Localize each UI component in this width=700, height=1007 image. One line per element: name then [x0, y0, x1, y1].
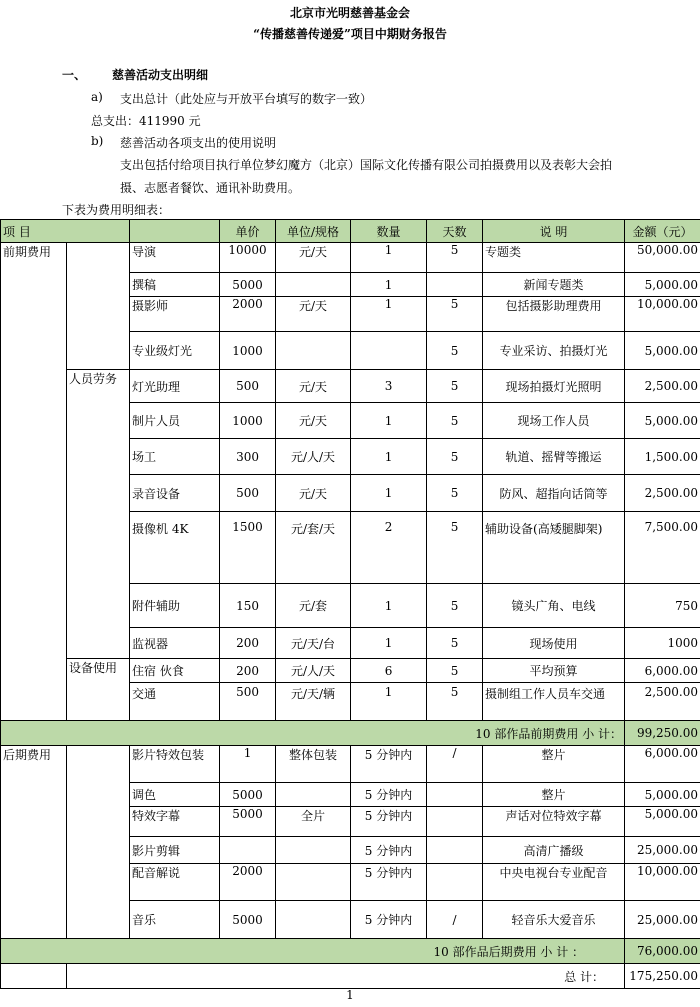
total-blank	[1, 964, 67, 989]
header-days: 天数	[427, 220, 483, 243]
unit-spec: 元/人/天	[276, 439, 351, 475]
unit-price: 300	[220, 439, 276, 475]
item-a-label: a)	[91, 90, 103, 104]
days: 5	[427, 584, 483, 628]
quantity: 5 分钟内	[351, 837, 427, 864]
days: 5	[427, 439, 483, 475]
item-name: 特效字幕	[130, 807, 220, 837]
item-name: 专业级灯光	[130, 332, 220, 370]
amount: 2,500.00	[625, 475, 700, 512]
unit-spec: 元/套/天	[276, 512, 351, 584]
description: 中央电视台专业配音	[483, 864, 625, 901]
unit-price: 500	[220, 370, 276, 403]
amount: 1,500.00	[625, 439, 700, 475]
unit-spec	[276, 864, 351, 901]
section-number: 一、	[62, 68, 87, 82]
group-equipment: 设备使用	[67, 659, 130, 721]
unit-price: 5000	[220, 901, 276, 939]
quantity: 6	[351, 659, 427, 683]
days: /	[427, 901, 483, 939]
days	[427, 783, 483, 807]
quantity: 1	[351, 475, 427, 512]
description-line-1: 支出包括付给项目执行单位梦幻魔方（北京）国际文化传播有限公司拍摄费用以及表彰大会拍	[120, 158, 613, 172]
quantity	[351, 332, 427, 370]
unit-price: 200	[220, 628, 276, 659]
unit-spec: 全片	[276, 807, 351, 837]
description: 摄制组工作人员车交通	[483, 683, 625, 721]
amount: 10,000.00	[625, 297, 700, 332]
quantity: 1	[351, 683, 427, 721]
unit-spec: 元/套	[276, 584, 351, 628]
quantity: 1	[351, 297, 427, 332]
amount: 25,000.00	[625, 901, 700, 939]
post-subtotal-label: 10 部作品后期费用 小 计 ：	[1, 939, 625, 964]
item-name: 制片人员	[130, 403, 220, 439]
unit-spec	[276, 273, 351, 297]
quantity: 1	[351, 628, 427, 659]
unit-price: 150	[220, 584, 276, 628]
unit-price: 1500	[220, 512, 276, 584]
unit-spec	[276, 837, 351, 864]
amount: 7,500.00	[625, 512, 700, 584]
unit-price: 1000	[220, 332, 276, 370]
item-a-text: 支出总计（此处应与开放平台填写的数字一致）	[120, 92, 373, 106]
amount: 25,000.00	[625, 837, 700, 864]
quantity: 1	[351, 403, 427, 439]
unit-spec: 元/天/辆	[276, 683, 351, 721]
amount: 5,000.00	[625, 332, 700, 370]
item-name: 配音解说	[130, 864, 220, 901]
unit-spec: 元/天	[276, 475, 351, 512]
table-intro: 下表为费用明细表：	[62, 203, 171, 217]
item-name: 监视器	[130, 628, 220, 659]
item-name: 摄影师	[130, 297, 220, 332]
unit-spec: 元/人/天	[276, 659, 351, 683]
total-expense-line: 总支出：411990 元	[91, 114, 201, 128]
description: 镜头广角、电线	[483, 584, 625, 628]
item-name: 录音设备	[130, 475, 220, 512]
header-qty: 数量	[351, 220, 427, 243]
item-name: 交通	[130, 683, 220, 721]
group-blank	[67, 746, 130, 939]
item-name: 摄像机 4K	[130, 512, 220, 584]
expense-table	[0, 219, 700, 989]
amount: 2,500.00	[625, 370, 700, 403]
days	[427, 837, 483, 864]
days: 5	[427, 297, 483, 332]
days: 5	[427, 332, 483, 370]
amount: 5,000.00	[625, 783, 700, 807]
description: 防风、超指向话筒等	[483, 475, 625, 512]
table-row	[1, 659, 700, 683]
amount: 10,000.00	[625, 864, 700, 901]
description: 辅助设备(高矮腿脚架)	[483, 512, 625, 584]
quantity: 5 分钟内	[351, 807, 427, 837]
item-name: 导演	[130, 243, 220, 273]
amount: 50,000.00	[625, 243, 700, 273]
unit-price: 10000	[220, 243, 276, 273]
unit-price: 1000	[220, 403, 276, 439]
pre-subtotal-row	[1, 721, 700, 746]
days: 5	[427, 475, 483, 512]
description: 高清广播级	[483, 837, 625, 864]
description: 平均预算	[483, 659, 625, 683]
days: /	[427, 746, 483, 783]
days	[427, 273, 483, 297]
quantity: 1	[351, 243, 427, 273]
table-row	[1, 370, 700, 403]
group-staff: 人员劳务	[67, 370, 130, 659]
days: 5	[427, 659, 483, 683]
days	[427, 864, 483, 901]
group-pre-cost: 前期费用	[1, 243, 67, 721]
item-name: 影片剪辑	[130, 837, 220, 864]
amount: 6,000.00	[625, 659, 700, 683]
unit-price: 2000	[220, 864, 276, 901]
item-name: 场工	[130, 439, 220, 475]
unit-spec: 元/天	[276, 243, 351, 273]
days: 5	[427, 683, 483, 721]
post-subtotal-row	[1, 939, 700, 964]
header-description: 说 明	[483, 220, 625, 243]
table-header-row	[1, 220, 700, 243]
days	[427, 807, 483, 837]
table-row	[1, 243, 700, 273]
days: 5	[427, 512, 483, 584]
description: 整片	[483, 783, 625, 807]
unit-spec: 元/天/台	[276, 628, 351, 659]
quantity: 5 分钟内	[351, 746, 427, 783]
unit-price: 500	[220, 475, 276, 512]
unit-spec: 元/天	[276, 297, 351, 332]
description: 专题类	[483, 243, 625, 273]
item-b-label: b)	[91, 134, 104, 148]
unit-price: 5000	[220, 807, 276, 837]
quantity: 3	[351, 370, 427, 403]
unit-price: 2000	[220, 297, 276, 332]
page-number: 1	[346, 988, 354, 1002]
days: 5	[427, 243, 483, 273]
description: 轨道、摇臂等搬运	[483, 439, 625, 475]
description: 现场拍摄灯光照明	[483, 370, 625, 403]
grand-total-label: 总 计：	[67, 964, 625, 989]
item-name: 调色	[130, 783, 220, 807]
description: 声话对位特效字幕	[483, 807, 625, 837]
unit-price	[220, 837, 276, 864]
amount: 2,500.00	[625, 683, 700, 721]
quantity: 2	[351, 512, 427, 584]
group-blank	[67, 243, 130, 370]
unit-price: 1	[220, 746, 276, 783]
item-name: 灯光助理	[130, 370, 220, 403]
grand-total-row	[1, 964, 700, 989]
item-name: 住宿 伙食	[130, 659, 220, 683]
days: 5	[427, 370, 483, 403]
quantity: 5 分钟内	[351, 783, 427, 807]
item-b-text: 慈善活动各项支出的使用说明	[120, 136, 277, 150]
item-name: 撰稿	[130, 273, 220, 297]
unit-spec	[276, 783, 351, 807]
amount: 6,000.00	[625, 746, 700, 783]
unit-spec: 元/天	[276, 370, 351, 403]
item-name: 附件辅助	[130, 584, 220, 628]
description: 包括摄影助理费用	[483, 297, 625, 332]
header-unit-price: 单价	[220, 220, 276, 243]
quantity: 1	[351, 273, 427, 297]
quantity: 5 分钟内	[351, 864, 427, 901]
description: 现场工作人员	[483, 403, 625, 439]
days: 5	[427, 628, 483, 659]
header-unit: 单位/规格	[276, 220, 351, 243]
amount: 750	[625, 584, 700, 628]
table-row	[1, 746, 700, 783]
description: 现场使用	[483, 628, 625, 659]
description: 整片	[483, 746, 625, 783]
description: 新闻专题类	[483, 273, 625, 297]
unit-price: 200	[220, 659, 276, 683]
item-name: 音乐	[130, 901, 220, 939]
unit-price: 5000	[220, 783, 276, 807]
amount: 1000	[625, 628, 700, 659]
unit-price: 500	[220, 683, 276, 721]
amount: 5,000.00	[625, 273, 700, 297]
unit-spec	[276, 901, 351, 939]
post-subtotal-amount: 76,000.00	[625, 939, 700, 964]
quantity: 5 分钟内	[351, 901, 427, 939]
unit-spec: 整体包装	[276, 746, 351, 783]
group-post-cost: 后期费用	[1, 746, 67, 939]
unit-spec: 元/天	[276, 403, 351, 439]
quantity: 1	[351, 584, 427, 628]
amount: 5,000.00	[625, 403, 700, 439]
pre-subtotal-label: 10 部作品前期费用 小 计：	[1, 721, 625, 746]
header-amount: 金额（元）	[625, 220, 700, 243]
description: 专业采访、拍摄灯光	[483, 332, 625, 370]
quantity: 1	[351, 439, 427, 475]
unit-price: 5000	[220, 273, 276, 297]
days: 5	[427, 403, 483, 439]
description-line-2: 摄、志愿者餐饮、通讯补助费用。	[120, 181, 301, 195]
amount: 5,000.00	[625, 807, 700, 837]
report-title: “传播慈善传递爱”项目中期财务报告	[253, 27, 447, 41]
header-blank	[130, 220, 220, 243]
pre-subtotal-amount: 99,250.00	[625, 721, 700, 746]
section-title: 慈善活动支出明细	[112, 68, 209, 82]
grand-total-amount: 175,250.00	[625, 964, 700, 989]
header-item: 项 目	[1, 220, 130, 243]
description: 轻音乐大爱音乐	[483, 901, 625, 939]
unit-spec	[276, 332, 351, 370]
org-name: 北京市光明慈善基金会	[289, 6, 410, 20]
item-name: 影片特效包装	[130, 746, 220, 783]
